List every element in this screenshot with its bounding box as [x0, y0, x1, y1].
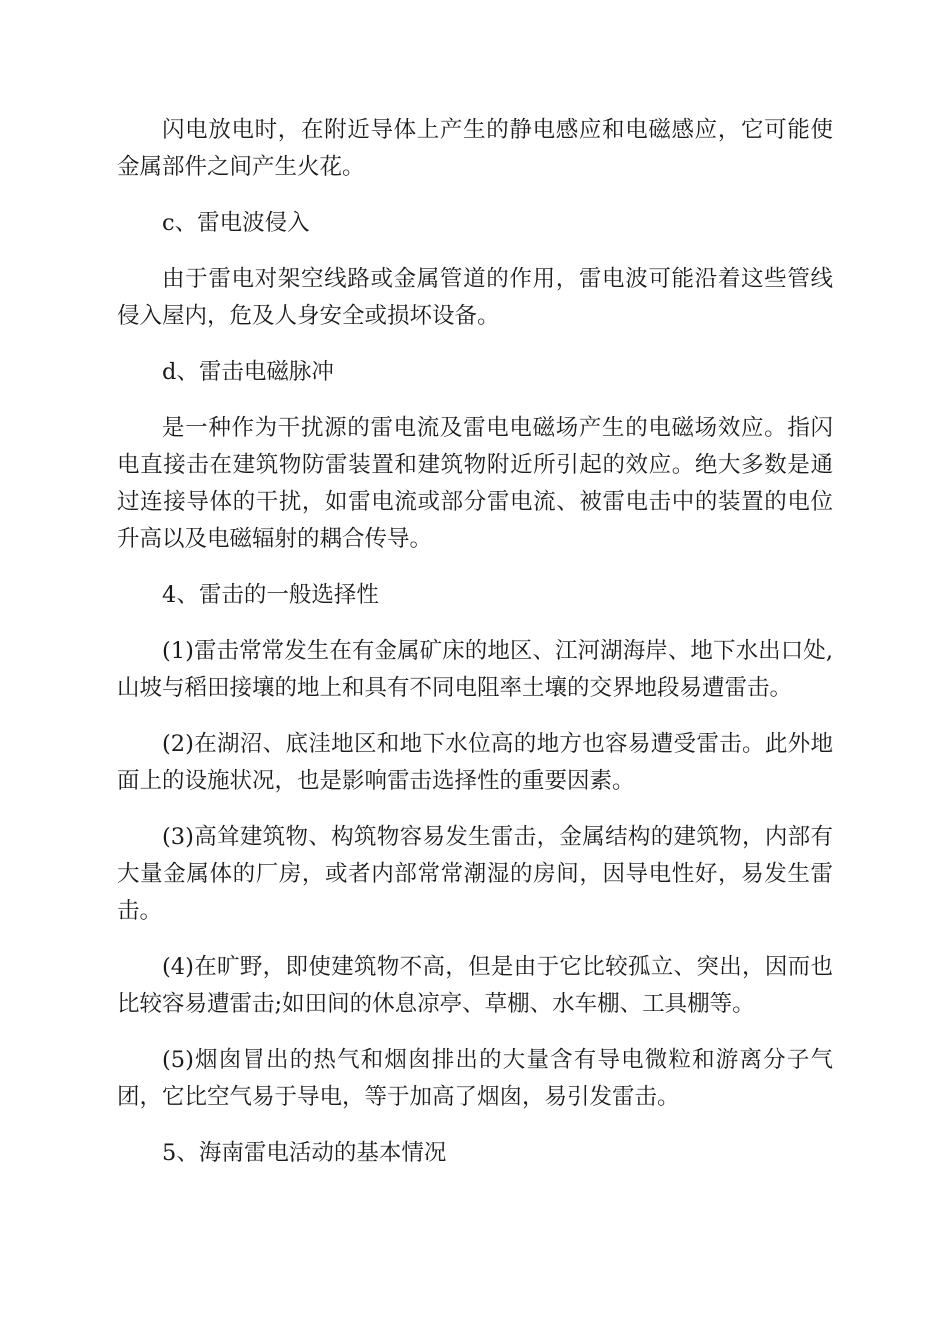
- heading-electromagnetic-pulse: d、雷击电磁脉冲: [162, 359, 334, 385]
- paragraph-selectivity-2: (2)在湖沼、底洼地区和地下水位高的地方也容易遭受雷击。此外地面上的设施状况，也是影响雷击选择性的重要因素。: [117, 731, 833, 794]
- paragraph-selectivity-5: (5)烟囱冒出的热气和烟囱排出的大量含有导电微粒和游离分子气团，它比空气易于导电，等于加高了烟囱，易引发雷击。: [117, 1047, 833, 1110]
- paragraph-selectivity-4: (4)在旷野，即使建筑物不高，但是由于它比较孤立、突出，因而也比较容易遭雷击;如田间的休息凉亭、草棚、水车棚、工具棚等。: [117, 954, 833, 1017]
- heading-selectivity: 4、雷击的一般选择性: [162, 582, 379, 608]
- document-body: [117, 112, 833, 1191]
- paragraph-electromagnetic-pulse: 是一种作为干扰源的雷电流及雷电电磁场产生的电磁场效应。指闪电直接击在建筑物防雷装置和建筑物附近所引起的效应。绝大多数是通过连接导体的干扰，如雷电流或部分雷电流、被雷电击中的装置的电位升高以及电磁辐射的耦合传导。: [117, 415, 833, 552]
- paragraph-induction: 闪电放电时，在附近导体上产生的静电感应和电磁感应，它可能使金属部件之间产生火花。: [117, 117, 833, 180]
- paragraph-selectivity-3: (3)高耸建筑物、构筑物容易发生雷击，金属结构的建筑物，内部有大量金属体的厂房，或者内部常常潮湿的房间，因导电性好，易发生雷击。: [117, 824, 833, 924]
- heading-hainan: 5、海南雷电活动的基本情况: [162, 1140, 447, 1166]
- paragraph-lightning-wave: 由于雷电对架空线路或金属管道的作用，雷电波可能沿着这些管线侵入屋内，危及人身安全或损坏设备。: [117, 266, 833, 329]
- heading-lightning-wave: c、雷电波侵入: [162, 210, 310, 236]
- paragraph-selectivity-1: (1)雷击常常发生在有金属矿床的地区、江河湖海岸、地下水出口处,山坡与稻田接壤的地上和具有不同电阻率土壤的交界地段易遭雷击。: [117, 638, 833, 701]
